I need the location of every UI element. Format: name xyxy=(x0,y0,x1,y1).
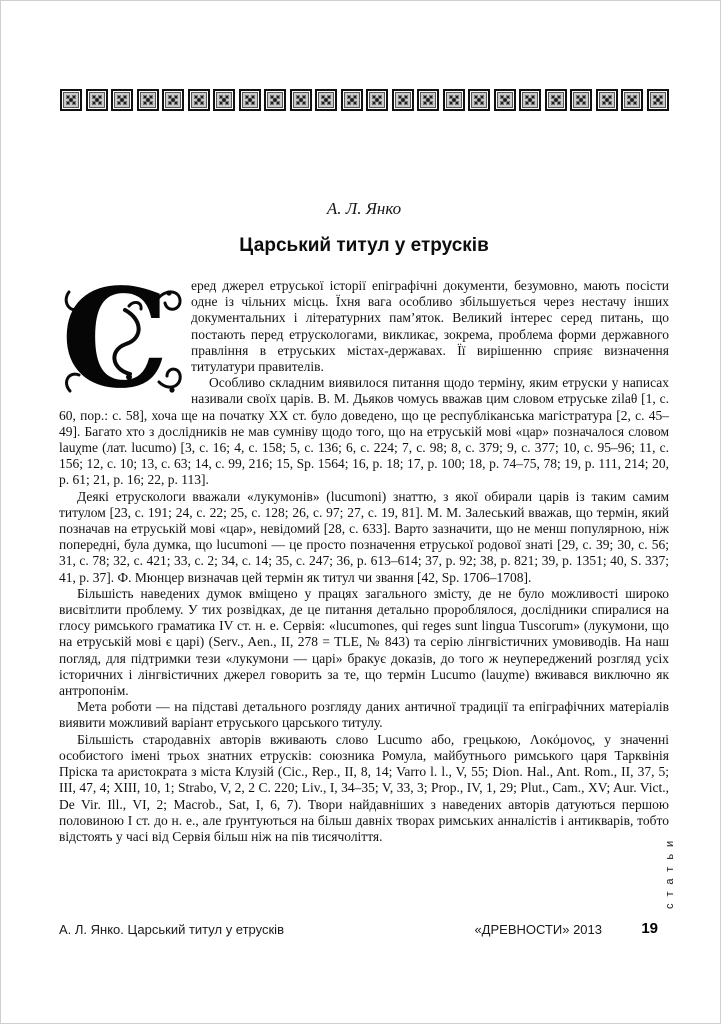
ornament-tile xyxy=(86,89,108,111)
ornament-tile xyxy=(468,89,490,111)
article-title: Царський титул у етрусків xyxy=(239,235,489,256)
paragraph-4: Більшість наведених думок вміщено у працях загального змісту, де не було можливості широко висвітлити проблему. У тих розвідках, де це питання детально пророблялося, дослідники спиралися на глосу римського граматика IV ст. н. е. Сервія: «lucumones, qui reges sunt lingua Tuscorum» (лукумони, що на етруській мові є царі) (Serv., Aen., II, 278 = TLE, № 843) та серію лінгвістичних умовиводів. На наш погляд, для підтримки тези «лукумони — царі» бракує доказів, до того ж неупереджений розгляд усіх історичних і лінгвістичних джерел говорить за те, що термін Lucumo (lauχme) вживався виключно як антропонім. xyxy=(59,585,669,699)
ornament-tile xyxy=(213,89,235,111)
ornament-tile-pattern xyxy=(89,92,105,108)
ornament-border xyxy=(60,88,669,111)
ornament-tile xyxy=(341,89,363,111)
page-number: 19 xyxy=(641,920,658,937)
author-name: А. Л. Янко xyxy=(326,199,402,218)
ornament-tile xyxy=(647,89,669,111)
footer-running-title: А. Л. Янко. Царський титул у етрусків xyxy=(59,922,284,937)
drop-cap-letter: С xyxy=(61,280,170,402)
ornament-tile xyxy=(111,89,133,111)
paragraph-3: Деякі етрускологи вважали «лукумонів» (lucumoni) знаттю, з якої обирали царів із таким самим титулом [23, с. 191; 24, с. 22; 25, с. 128; 26, с. 97; 27, с. 19, 81]. М. М. Залеський вважав, що термін, який позначав на етруській мові «цар», невідомий [28, с. 633]. Варто зазначити, що не менш популярною, ніж попередні, була думка, що lucumoni — це просто позначення етруської родової знаті [29, с. 39; 30, с. 56; 31, с. 78; 32, с. 421; 33, с. 2; 34, с. 14; 35, с. 247; 36, p. 613–614; 37, p. 92; 38, p. 821; 39, p. 1351; 40, S. 337; 41, p. 37]. Ф. Мюнцер визначав цей термін як титул чи звання [42, Sp. 1706–1708]. xyxy=(59,488,669,585)
ornament-tile xyxy=(570,89,592,111)
ornament-tile-pattern xyxy=(318,92,334,108)
ornament-tile-pattern xyxy=(446,92,462,108)
ornament-tile xyxy=(392,89,414,111)
ornament-tile xyxy=(137,89,159,111)
article-body xyxy=(59,278,669,845)
ornament-tile-pattern xyxy=(114,92,130,108)
ornament-tile xyxy=(596,89,618,111)
ornament-tile xyxy=(621,89,643,111)
ornament-tile xyxy=(417,89,439,111)
ornament-tile-pattern xyxy=(599,92,615,108)
ornament-tile xyxy=(188,89,210,111)
ornament-tile-pattern xyxy=(471,92,487,108)
paragraph-5: Мета роботи — на підставі детального розгляду даних античної традиції та епіграфічних матеріалів виявити можливий варіант етруського царського титулу. xyxy=(59,699,669,731)
paragraph-2: Особливо складним виявилося питання щодо терміну, яким етруски у написах називали своїх царів. В. М. Дьяков чомусь вважав цим словом етруське zilaθ [1, с. 60, пор.: с. 58], хоча ще на початку XX ст. було доведено, що це республіканська магістратура [2, с. 45–49]. Багато хто з дослідників не мав сумніву щодо того, що на етруській мові «цар» позначалося словом lauχme (лат. lucumo) [3, с. 16; 4, с. 158; 5, с. 136; 6, с. 224; 7, с. 98; 8, с. 379; 9, с. 377; 10, с. 95–96; 11, с. 156; 12, с. 10; 13, с. 63; 14, с. 99, 216; 15, Sp. 1564; 16, p. 18; 17, p. 100; 18, p. 74–75, 78; 19, p. 111, 214; 20, p. 61; 21, p. 16; 22, p. 113]. xyxy=(59,375,669,488)
ornament-tile-pattern xyxy=(548,92,564,108)
ornament-tile-pattern xyxy=(216,92,232,108)
ornament-tile xyxy=(315,89,337,111)
ornament-tile-pattern xyxy=(344,92,360,108)
ornament-tile xyxy=(290,89,312,111)
ornament-tile xyxy=(162,89,184,111)
ornament-tile xyxy=(494,89,516,111)
ornament-tile-pattern xyxy=(650,92,666,108)
ornament-tile-pattern xyxy=(522,92,538,108)
ornament-tile-pattern xyxy=(497,92,513,108)
ornament-tile xyxy=(264,89,286,111)
ornament-tile-pattern xyxy=(63,92,79,108)
ornament-tile xyxy=(519,89,541,111)
ornament-tile-pattern xyxy=(395,92,411,108)
ornament-tile-pattern xyxy=(369,92,385,108)
ornament-tile-pattern xyxy=(140,92,156,108)
ornament-tile xyxy=(366,89,388,111)
paragraph-6: Більшість стародавніх авторів вживають слово Lucumo або, грецькою, Λοκόμονος, у значенні особистого імені трьох знатних етрусків: союзника Ромула, майбутнього римського царя Тарквінія Пріска та аристократа з міста Клузій (Cic., Rep., II, 8, 14; Varro l. l., V, 55; Dion. Hal., Ant. Rom., II, 37, 5; III, 47, 4; XIII, 10, 1; Strabo, V, 2, 2 C. 220; Liv., I, 34–35; V, 33, 3; Prop., IV, 1, 29; Plut., Cam., XV; Aur. Vict., De Vir. Ill., VI, 2; Macrob., Sat, I, 6, 7). Твори найдавніших з наведених авторів датуються першою половиною I ст. до н. е., але ґрунтуються на більш давніх творах римських анналістів і антикварів, тобто відстоять у часі від Сервія більш ніж на пів тисячоліття. xyxy=(59,731,669,844)
ornament-tile xyxy=(239,89,261,111)
ornament-tile-pattern xyxy=(624,92,640,108)
paragraph-1: еред джерел етруської історії епіграфічні документи, безумовно, мають посісти одне із чільних місць. Їхня вага особливо збільшується через нестачу інших документальних і літературних пам’яток. Великий інтерес серед питань, що постають перед етрускологами, викликає, зокрема, проблема форми державного правління в етруських містах-державах. Її вирішенню сприяє визначення титулатури правителів. xyxy=(191,278,669,375)
footer-journal-name: «ДРЕВНОСТИ» 2013 xyxy=(474,922,602,937)
ornament-tile-pattern xyxy=(573,92,589,108)
drop-cap-initial xyxy=(59,280,183,402)
ornament-tile xyxy=(545,89,567,111)
ornament-tile-pattern xyxy=(293,92,309,108)
section-side-label: статьи xyxy=(664,833,676,909)
ornament-tile-pattern xyxy=(165,92,181,108)
ornament-tile-pattern xyxy=(420,92,436,108)
ornament-tile xyxy=(60,89,82,111)
ornament-tile-pattern xyxy=(267,92,283,108)
ornament-tile-pattern xyxy=(191,92,207,108)
ornament-tile-pattern xyxy=(242,92,258,108)
ornament-tile xyxy=(443,89,465,111)
